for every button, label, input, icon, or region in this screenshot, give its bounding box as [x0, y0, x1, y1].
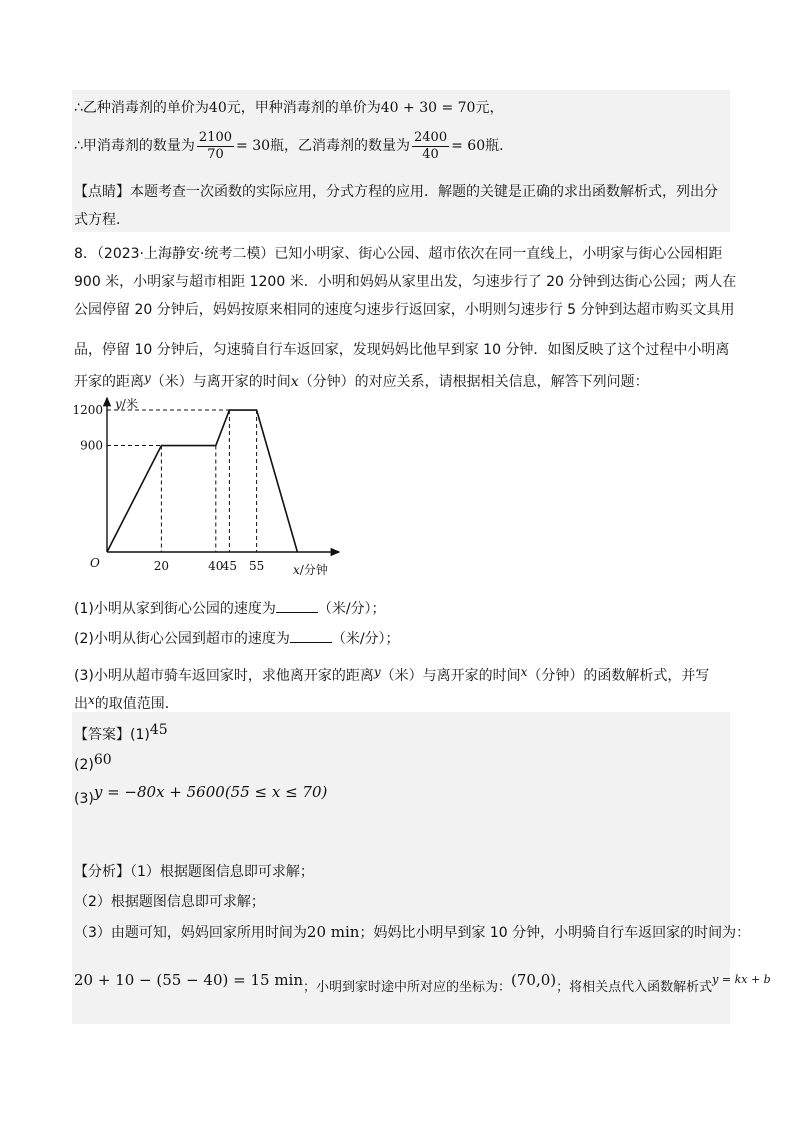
var-x: x — [290, 374, 299, 390]
text: (1) — [130, 727, 150, 743]
text: （3）由题可知，妈妈回家所用时间为 — [74, 925, 307, 941]
text: （分钟）的函数解析式，并写 — [527, 668, 710, 684]
text: ∴甲消毒剂的数量为 — [74, 138, 195, 154]
question-1 — [74, 598, 386, 619]
answer-2-value: 60 — [93, 752, 112, 768]
text: 元，甲种消毒剂的单价为 — [226, 100, 381, 116]
text: （米/分）； — [317, 601, 386, 617]
comment-line-1: 【点睛】本题考查一次函数的实际应用，分式方程的应用．解题的关键是正确的求出函数解析式，列出分 — [74, 184, 718, 200]
math-eq-30: = 30 — [236, 138, 271, 154]
text: （分钟）的对应关系，请根据相关信息，解答下列问题： — [298, 374, 649, 390]
x-tick-label-40: 40 — [208, 559, 224, 573]
x-tick-label-55: 55 — [248, 559, 265, 573]
text: （米/分）； — [331, 631, 400, 647]
problem-line-1: 8．（2023·上海静安·统考二模）已知小明家、街心公园、超市依次在同一直线上，小明家与街心公园相距 — [74, 246, 723, 262]
y-tick-label-900: 900 — [80, 438, 103, 453]
answer-1-value: 45 — [149, 722, 168, 738]
math-15min: 20 + 10 − (55 − 40) = 15 min — [74, 971, 304, 989]
text: ；妈妈比小明早到家 10 分钟，小明骑自行车返回家的时间为： — [359, 925, 751, 941]
answer-blank-2[interactable] — [290, 628, 332, 643]
comment-line-2: 式方程． — [74, 212, 130, 228]
var-x: x — [88, 693, 95, 707]
text: (1)小明从家到街心公园的速度为 — [74, 601, 276, 617]
math-point: (70,0) — [511, 971, 557, 989]
math-sum: 40 + 30 = 70 — [380, 100, 476, 116]
answer-3-formula: y = −80x + 5600(55 ≤ x ≤ 70) — [93, 783, 328, 801]
question-2 — [74, 628, 400, 649]
problem-line-5 — [74, 368, 649, 392]
math-eq-60: = 60 — [451, 138, 486, 154]
question-3-line-2 — [74, 690, 179, 714]
distance-time-chart — [72, 392, 360, 582]
analysis-line-2: （2）根据题图信息即可求解； — [74, 894, 265, 910]
text: 的取值范围． — [94, 696, 179, 712]
math-linear-form: y = kx + b — [712, 973, 771, 986]
text: （米）与离开家的时间 — [150, 374, 291, 390]
fraction-2400-40 — [412, 130, 449, 163]
y-tick-label-1200: 1200 — [72, 403, 103, 418]
var-x: x — [520, 665, 528, 679]
denominator: 40 — [422, 146, 439, 162]
text: ；将相关点代入函数解析式 — [556, 980, 713, 995]
numerator: 2100 — [198, 129, 233, 145]
answer-line-2 — [74, 750, 112, 775]
text: 出 — [74, 696, 88, 712]
answer-line-3 — [74, 782, 327, 809]
text: (2) — [74, 757, 94, 773]
question-3-line-1 — [74, 662, 709, 686]
numerator: 2400 — [414, 129, 448, 145]
text: 元， — [475, 100, 504, 116]
x-axis-label: x/分钟 — [293, 563, 328, 577]
math-40: 40 — [208, 100, 227, 116]
origin-label: O — [90, 556, 100, 570]
y-axis-label: y/米 — [115, 397, 138, 411]
x-tick-label-45: 45 — [221, 559, 238, 573]
answer-blank-1[interactable] — [276, 598, 318, 613]
math-20min: 20 min — [306, 923, 360, 941]
problem-line-2: 900 米，小明家与超市相距 1200 米．小明和妈妈从家里出发，匀速步行了 20 分钟到达街心公园；两人在 — [74, 274, 737, 290]
text: (2)小明从街心公园到超市的速度为 — [74, 631, 290, 647]
fraction-2100-70 — [197, 130, 234, 163]
analysis-line-1: 【分析】（1）根据题图信息即可求解； — [74, 864, 314, 880]
problem-line-4: 品，停留 10 分钟后，匀速骑自行车返回家，发现妈妈比他早到家 10 分钟．如图反映了这个过程中小明离 — [74, 342, 730, 358]
var-y: y — [144, 371, 151, 385]
denominator: 70 — [207, 146, 224, 162]
solution-line-1 — [74, 98, 503, 118]
text: 开家的距离 — [74, 374, 144, 390]
text: (3) — [74, 791, 94, 807]
text: ∴乙种消毒剂的单价为 — [74, 100, 209, 116]
text: (3)小明从超市骑车返回家时，求他离开家的距离 — [74, 668, 374, 684]
problem-line-3: 公园停留 20 分钟后，妈妈按原来相同的速度匀速步行返回家，小明则匀速步行 5 分钟到达超市购买文具用 — [74, 302, 735, 318]
var-y: y — [373, 665, 381, 679]
text: 瓶. — [485, 138, 504, 154]
analysis-line-4 — [74, 970, 771, 998]
answer-line-1 — [74, 720, 168, 745]
x-tick-label-20: 20 — [153, 559, 170, 573]
answer-label: 【答案】 — [74, 727, 130, 743]
text: 瓶，乙消毒剂的数量为 — [270, 138, 411, 154]
text: （米）与离开家的时间 — [380, 668, 521, 684]
analysis-line-3 — [74, 922, 750, 943]
distance-series-line — [107, 410, 297, 552]
solution-line-2 — [74, 128, 504, 164]
text: ；小明到家时途中所对应的坐标为： — [303, 980, 512, 995]
